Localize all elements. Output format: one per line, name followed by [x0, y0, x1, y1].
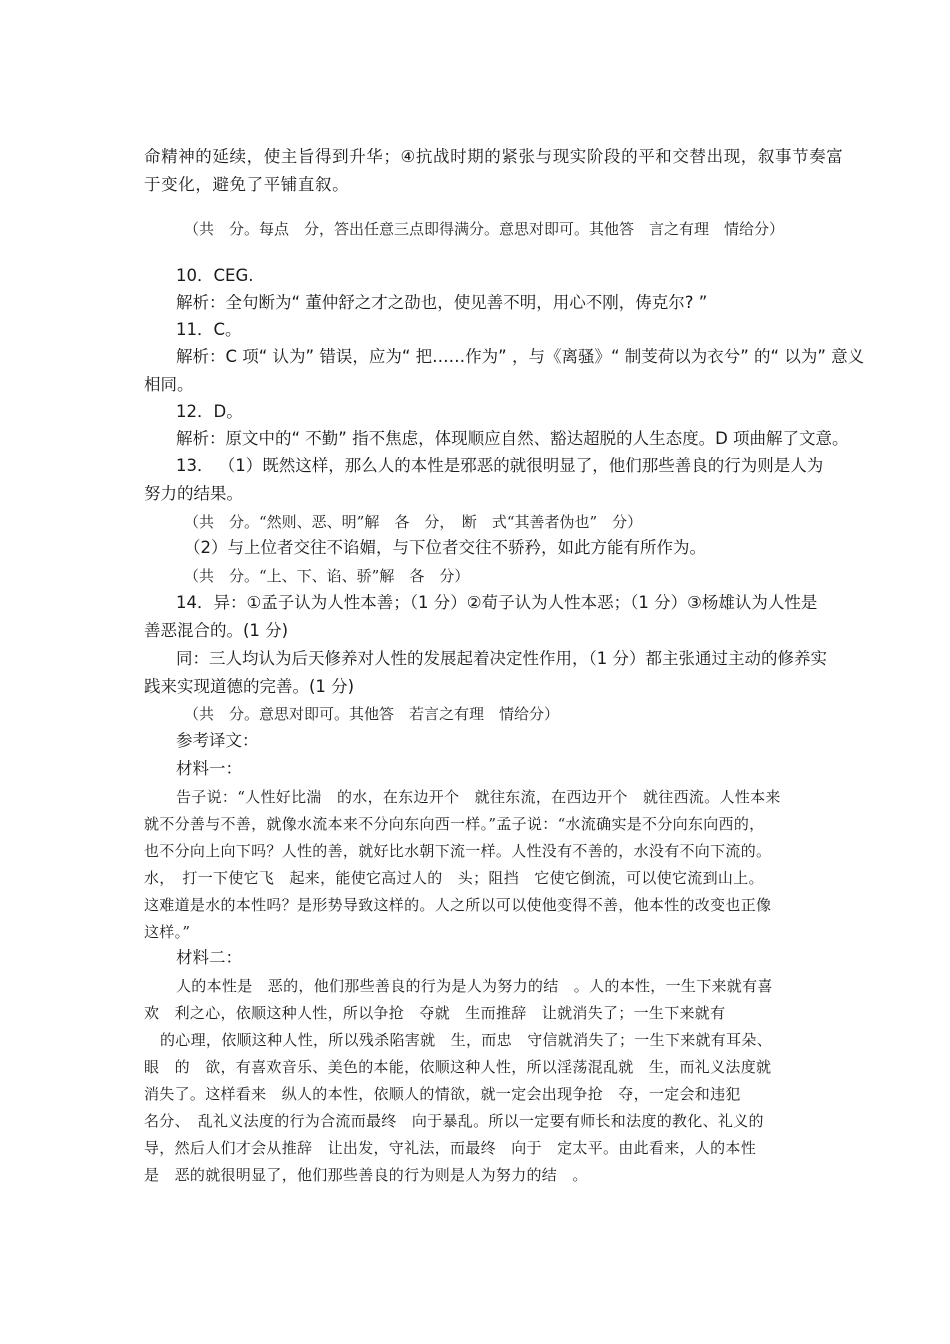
answer-9-line-1: 命精神的延续，使主旨得到升华；④抗战时期的紧张与现实阶段的平和交替出现，叙事节奏富 — [144, 147, 844, 166]
answer-10: 10．CEG. — [176, 266, 254, 285]
material-1-line-4: 水， 打一下使它飞 起来，能使它高过人的 头；阻挡 它使它倒流，可以使它流到山上。 — [144, 869, 764, 887]
material-1-line-2: 就不分善与不善，就像水流本来不分向东向西一样。”孟子说：“水流确实是不分向东向西的， — [144, 815, 765, 833]
material-2-line-4: 眼 的 欲，有喜欢音乐、美色的本能，依顺这种人性，所以淫荡混乱就 生，而礼义法度就 — [144, 1058, 772, 1076]
answer-14-line-1: 14．异：①孟子认为人性本善；（1 分）②荀子认为人性本恶；（1 分）③杨雄认为人性是 — [176, 593, 818, 612]
material-2-line-5: 消失了。这样看来 纵人的本性，依顺人的情欲，就一定会出现争抢 夺，一定会和违犯 — [144, 1085, 741, 1103]
material-2-line-6: 名分、 乱礼义法度的行为合流而最终 向于暴乱。所以一定要有师长和法度的教化、礼义的 — [144, 1112, 764, 1130]
material-2-line-3: 的心理，依顺这种人性，所以残杀陷害就 生，而忠 守信就消失了；一生下来就有耳朵、 — [160, 1031, 773, 1049]
analysis-11-line-1: 解析：C 项“ 认为” 错误，应为“ 把……作为” ，与《离骚》“ 制芰荷以为衣兮” 的“ 以为” 意义 — [176, 347, 865, 366]
answer-14-line-3: 同：三人均认为后天修养对人性的发展起着决定性作用，（1 分）都主张通过主动的修养实 — [176, 649, 827, 668]
answer-11: 11．C。 — [176, 320, 242, 339]
analysis-12: 解析：原文中的“ 不勤” 指不焦虑，体现顺应自然、豁达超脱的人生态度。D 项曲解了文意。 — [176, 429, 849, 448]
analysis-11-line-2: 相同。 — [144, 375, 194, 394]
material-2-line-7: 导，然后人们才会从推辞 让出发，守礼法，而最终 向于 定太平。由此看来，人的本性 — [144, 1139, 757, 1157]
material-1-heading: 材料一： — [176, 759, 242, 778]
answer-14-line-4: 践来实现道德的完善。(1 分) — [144, 677, 355, 696]
scoring-note-13-1: （共 分。“然则、恶、明”解 各 分， 断 式“其善者伪也” 分） — [184, 513, 643, 531]
material-1-line-3: 也不分向上向下吗？人性的善，就好比水朝下流一样。人性没有不善的，水没有不向下流的。 — [144, 842, 772, 860]
answer-12: 12．D。 — [176, 402, 243, 421]
material-1-line-1: 告子说：“人性好比湍 的水，在东边开个 就往东流，在西边开个 就往西流。人性本来 — [176, 788, 781, 806]
translation-heading: 参考译文： — [176, 731, 259, 750]
material-2-line-2: 欢 利之心，依顺这种人性，所以争抢 夺就 生而推辞 让就消失了；一生下来就有 — [144, 1004, 726, 1022]
scoring-note-13-2: （共 分。“上、下、谄、骄”解 各 分） — [184, 567, 470, 585]
answer-9-line-2: 于变化，避免了平铺直叙。 — [144, 175, 350, 194]
material-2-line-8: 是 恶的就很明显了，他们那些善良的行为则是人为努力的结 。 — [144, 1166, 588, 1184]
analysis-10: 解析：全句断为“ 董仲舒之才之劭也，使见善不明，用心不刚，俦克尔? ” — [176, 293, 708, 312]
material-1-line-6: 这样。” — [144, 923, 191, 941]
material-2-heading: 材料二： — [176, 948, 242, 967]
answer-13-2: （2）与上位者交往不谄媚，与下位者交往不骄矜，如此方能有所作为。 — [184, 538, 706, 557]
answer-13-1-line-1: 13． （1）既然这样，那么人的本性是邪恶的就很明显了，他们那些善良的行为则是人为 — [176, 456, 824, 475]
material-2-line-1: 人的本性是 恶的，他们那些善良的行为是人为努力的结 。人的本性，一生下来就有喜 — [176, 977, 773, 995]
answer-14-line-2: 善恶混合的。(1 分) — [144, 621, 289, 640]
scoring-note-9: （共 分。每点 分，答出任意三点即得满分。意思对即可。其他答 言之有理 情给分） — [184, 220, 785, 238]
answer-13-1-line-2: 努力的结果。 — [144, 484, 243, 503]
scoring-note-14: （共 分。意思对即可。其他答 若言之有理 情给分） — [184, 705, 560, 723]
material-1-line-5: 这难道是水的本性吗？是形势导致这样的。人之所以可以使他变得不善，他本性的改变也正像 — [144, 896, 772, 914]
